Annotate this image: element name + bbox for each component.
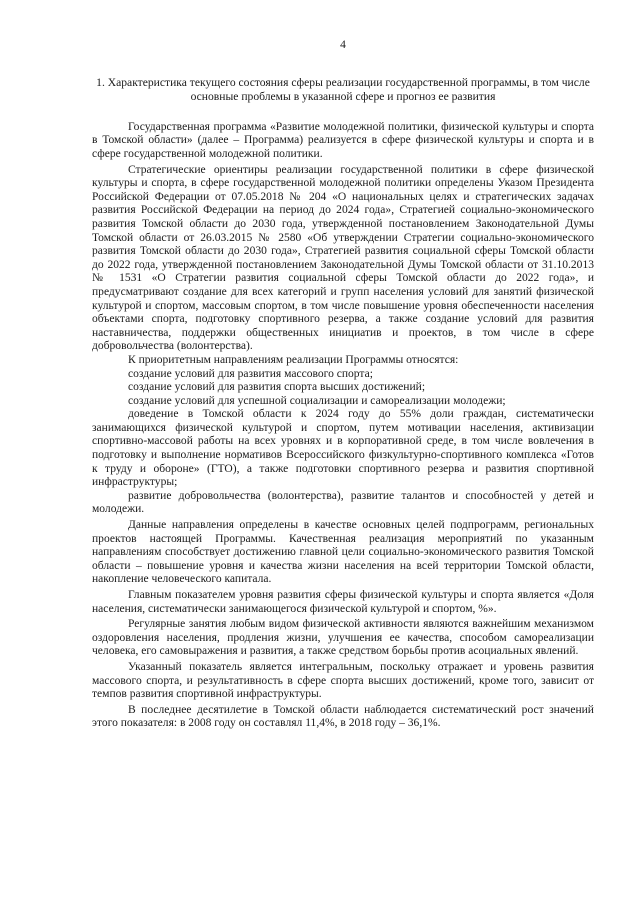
paragraph-physical-activity: Регулярные занятия любым видом физической активности являются важнейшим механизмом оздоровления населения, продления жизни, улучшения ее качества, способом самореализации человека, его самовыражения и развития, а также средством борьбы против асоциальных явлений. [92,618,594,658]
paragraph-integral-indicator: Указанный показатель является интегральным, поскольку отражает и уровень развития массового спорта, и результативность в сфере спорта высших достижений, кроме того, зависит от темпов развития спортивной инфраструктуры. [92,660,594,701]
paragraph-goals: Данные направления определены в качестве основных целей подпрограмм, региональных проектов настоящей Программы. Качественная реализация мероприятий по указанным направлениям способствует достижению главной цели социально-экономического развития Томской области – повышение уровня и качества жизни населения на всей территории Томской области, накопление человеческого капитала. [92,519,594,586]
section-heading: 1. Характеристика текущего состояния сферы реализации государственной программы, в том числе основные проблемы в указанной сфере и прогноз ее развития [96,76,590,104]
list-item-volunteering: развитие добровольчества (волонтерства), развитие талантов и способностей у детей и молодежи. [92,489,594,516]
paragraph-indicator-growth: В последнее десятилетие в Томской области наблюдается систематический рост значений этого показателя: в 2008 году он составлял 11,4%, в 2018 году – 36,1%. [92,703,594,730]
list-item-high-achievement-sport: создание условий для развития спорта высших достижений; [128,381,426,394]
list-item-mass-sport: создание условий для развития массового спорта; [128,367,373,380]
paragraph-strategic-guidelines: Стратегические ориентиры реализации государственной политики в сфере физической культуры и спорта, в сфере государственной молодежной политики определены Указом Президента Российской Федерации от 07.05.2018 № 204 «О национальных целях и стратегических задачах развития Российской Федерации на период до 2024 года», Стратегией социально-экономического развития Томской области до 2030 года, утвержденной постановлением Законодательной Думы Томской области от 26.03.2015 № 2580 «Об утверждении Стратегии социально-экономического развития Томской области до 2030 года», Стратегией развития социальной сферы Томской области до 2022 года, утвержденной постановлением Законодательной Думы Томской области от 31.10.2013 № 1531 «О Стратегии развития социальной сферы Томской области до 2022 года», и предусматривают создание для всех категорий и групп населения условий для занятий физической культурой и спортом, массовым спортом, в том числе повышение уровня обеспеченности населения объектами спорта, подготовку спортивного резерва, а также создание условий для развития наставничества, поддержки общественных инициатив и проектов, в том числе в сфере добровольчества (волонтерства). [92,163,594,353]
paragraph-main-indicator: Главным показателем уровня развития сферы физической культуры и спорта является «Доля населения, систематически занимающегося физической культурой и спортом, %». [92,589,594,615]
paragraph-priorities-intro: К приоритетным направлениям реализации Программы относятся: [128,353,459,366]
list-item-sport-participation-target: доведение в Томской области к 2024 году до 55% доли граждан, систематически занимающихся физической культурой и спортом, путем мотивации населения, активизации спортивно-массовой работы на всех уровнях и в корпоративной среде, в том числе вовлечения в подготовку и выполнение нормативов Всероссийского физкультурно-спортивного комплекса «Готов к труду и обороне» (ГТО), а также подготовки спортивного резерва и развития спортивной инфраструктуры; [92,408,594,489]
list-item-youth-socialization: создание условий для успешной социализации и самореализации молодежи; [128,394,506,407]
page-number: 4 [340,39,346,51]
paragraph-program-intro: Государственная программа «Развитие молодежной политики, физической культуры и спорта в Томской области» (далее – Программа) реализуется в сфере физической культуры и спорта и в сфере государственной молодежной политики. [92,120,594,160]
